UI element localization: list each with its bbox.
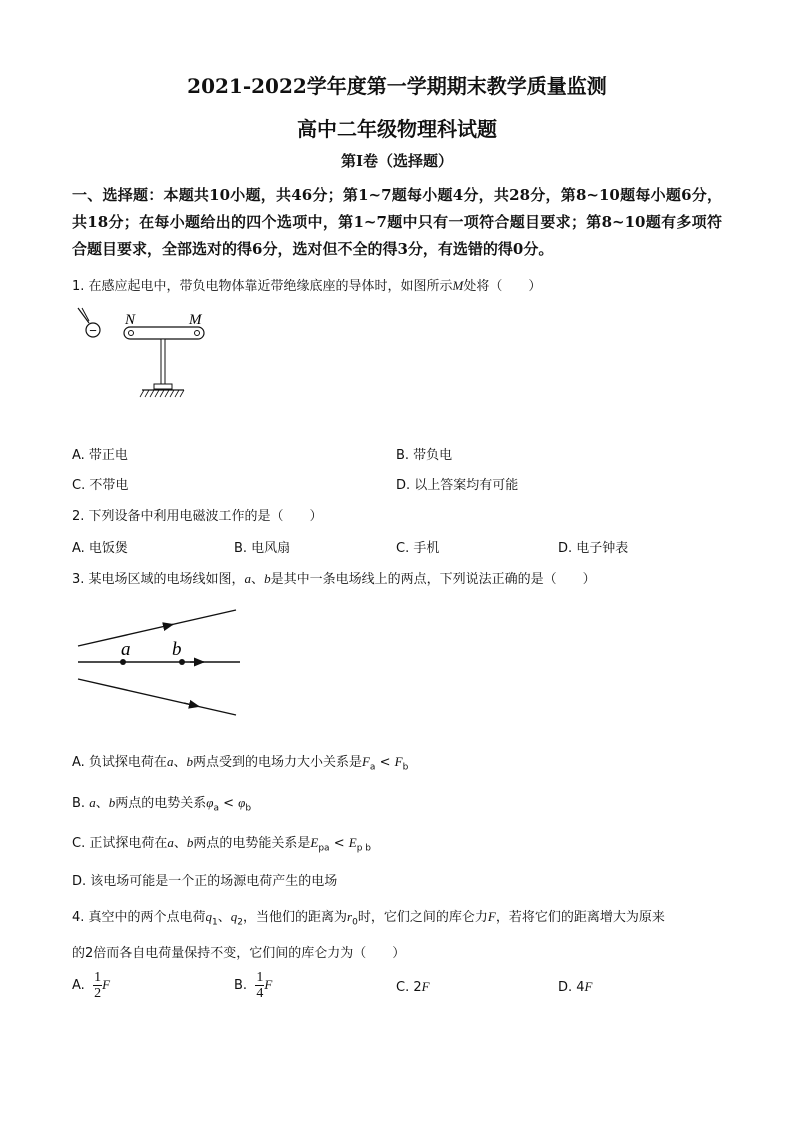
q4a-den: 2: [94, 986, 102, 1001]
label-b: b: [172, 639, 182, 660]
q4a-f: F: [102, 977, 111, 992]
q3a-sub-b: b: [402, 762, 409, 773]
q3-field-figure: [72, 602, 247, 722]
q3a-pre: A. 负试探电荷在: [72, 755, 167, 770]
q3c-sub-pa: pa: [318, 843, 330, 854]
q3c-sep: 、: [173, 836, 187, 851]
q4a-label: A.: [72, 978, 85, 993]
q4-f: F: [487, 909, 496, 924]
q4-sub1: 1: [212, 917, 218, 928]
question-2-stem: 2. 下列设备中利用电磁波工作的是（ ）: [72, 509, 323, 524]
q4a-fraction: [93, 970, 102, 1001]
q3-sep: 、: [251, 572, 265, 587]
q3b-sep: 、: [95, 796, 109, 811]
q4-option-a[interactable]: [72, 970, 110, 1001]
minus-sign: −: [89, 323, 97, 338]
q4-mid: ，当他们的距离为: [243, 910, 348, 925]
label-m: M: [189, 312, 202, 328]
q3b-phi: φ: [206, 795, 214, 810]
q2-option-c[interactable]: C. 手机: [396, 541, 440, 556]
q3a-var-a: a: [166, 754, 174, 769]
q4-r: r: [347, 909, 353, 924]
q3a-sep: 、: [173, 755, 187, 770]
q3b-var-a: a: [89, 795, 96, 810]
q3a-f: F: [361, 754, 370, 769]
q3c-e: E: [310, 835, 319, 850]
q4-option-b[interactable]: [234, 970, 272, 1001]
q1-option-a[interactable]: A. 带正电: [72, 448, 128, 463]
q4b-num: 1: [256, 970, 264, 985]
q3b-sub-a: a: [213, 803, 219, 814]
q3c-pre: C. 正试探电荷在: [72, 836, 168, 851]
q4-q1: q: [205, 909, 213, 924]
q2-option-d[interactable]: D. 电子钟表: [558, 541, 629, 556]
q4-comma: 、: [217, 910, 231, 925]
q4d-text: D. 4: [558, 980, 585, 995]
q1-option-b[interactable]: B. 带负电: [396, 448, 453, 463]
section-instructions: 一、选择题：本题共10小题，共46分；第1~7题每小题4分，共28分，第8~10题每小题6分，共18分；在每小题给出的四个选项中，第1~7题中只有一项符合题目要求；第8~10题有多项符合题目要求，全部选对的得6分，选对但不全的得3分，有选错的得0分。: [72, 186, 722, 258]
q3b-sub-b: b: [245, 803, 252, 814]
stand-base: [154, 384, 172, 389]
field-arrow-bottom: [184, 703, 199, 707]
question-4-stem-line2: 的2倍而各自电荷量保持不变，它们间的库仑力为（ ）: [72, 946, 406, 961]
question-4-stem-line1: [72, 906, 665, 928]
q3-option-a[interactable]: [72, 751, 408, 773]
q3c-var-b: b: [186, 835, 194, 850]
q3-stem-end: 是其中一条电场线上的两点，下列说法正确的是（ ）: [270, 572, 596, 587]
q1-var-m: M: [452, 278, 464, 293]
field-line-bottom: [78, 679, 236, 715]
q4b-f: F: [264, 977, 273, 992]
q4-option-d[interactable]: [558, 979, 593, 995]
q3c-sub-pb: p b: [356, 843, 371, 854]
q3b-mid: 两点的电势关系: [115, 796, 207, 811]
q1-option-d[interactable]: D. 以上答案均有可能: [396, 478, 519, 493]
label-a: a: [121, 639, 131, 660]
q3-option-b[interactable]: [72, 792, 251, 814]
q2-option-a[interactable]: A. 电饭煲: [72, 541, 128, 556]
q3c-e2: E: [348, 835, 357, 850]
q4c-text: C. 2: [396, 980, 422, 995]
volume-title: 第I卷（选择题）: [340, 152, 454, 170]
q3b-lt: <: [218, 796, 239, 811]
q4-end: ，若将它们的距离增大为原来: [495, 910, 665, 925]
q4-mid2: 时，它们之间的库仑力: [357, 910, 488, 925]
q3-stem-text: 3. 某电场区域的电场线如图，: [72, 572, 245, 587]
q2-option-b[interactable]: B. 电风扇: [234, 541, 291, 556]
q4d-f: F: [584, 979, 593, 994]
q1-figure: [72, 305, 222, 400]
q1-option-c[interactable]: C. 不带电: [72, 478, 129, 493]
conductor-body: [124, 327, 204, 339]
q3a-sub-a: a: [369, 762, 376, 773]
label-n: N: [125, 312, 136, 328]
q3a-mid: 两点受到的电场力大小关系是: [192, 755, 362, 770]
field-line-top: [78, 610, 236, 646]
q4-sub0: 0: [352, 917, 358, 928]
q1-stem-end: 处将（ ）: [463, 279, 542, 294]
q4-pre: 4. 真空中的两个点电荷: [72, 910, 206, 925]
q1-stem-text: 1. 在感应起电中，带负电物体靠近带绝缘底座的导体时，如图所示: [72, 279, 453, 294]
q3c-mid: 两点的电势能关系是: [193, 836, 311, 851]
q3a-f2: F: [394, 754, 403, 769]
q4b-fraction: [255, 970, 264, 1001]
q3a-var-b: b: [186, 754, 193, 769]
q3a-lt: <: [375, 755, 395, 770]
insulating-stand: [161, 339, 165, 385]
q4b-den: 4: [256, 986, 264, 1001]
question-1-stem: [72, 275, 541, 294]
q4-q2: q: [230, 909, 238, 924]
q3-var-b: b: [264, 571, 271, 586]
q4a-num: 1: [94, 970, 102, 985]
q4b-label: B.: [234, 978, 248, 993]
q3-option-d[interactable]: D. 该电场可能是一个正的场源电荷产生的电场: [72, 874, 338, 889]
exam-title: 2021-2022学年度第一学期期末教学质量监测: [187, 74, 607, 98]
q4c-f: F: [421, 979, 430, 994]
q3b-pre: B.: [72, 796, 86, 811]
q3c-var-a: a: [167, 835, 174, 850]
q3b-var-b: b: [108, 795, 116, 810]
q3c-lt: <: [329, 836, 349, 851]
q3-option-c[interactable]: [72, 832, 371, 854]
exam-subtitle: 高中二年级物理科试题: [297, 117, 497, 141]
q4-sub2: 2: [237, 917, 244, 928]
q3b-phi2: φ: [238, 795, 246, 810]
q3-var-a: a: [244, 571, 252, 586]
question-3-stem: [72, 568, 596, 587]
q4-option-c[interactable]: [396, 979, 430, 995]
ground-hatching: [140, 390, 184, 397]
field-arrow-top: [166, 624, 173, 626]
